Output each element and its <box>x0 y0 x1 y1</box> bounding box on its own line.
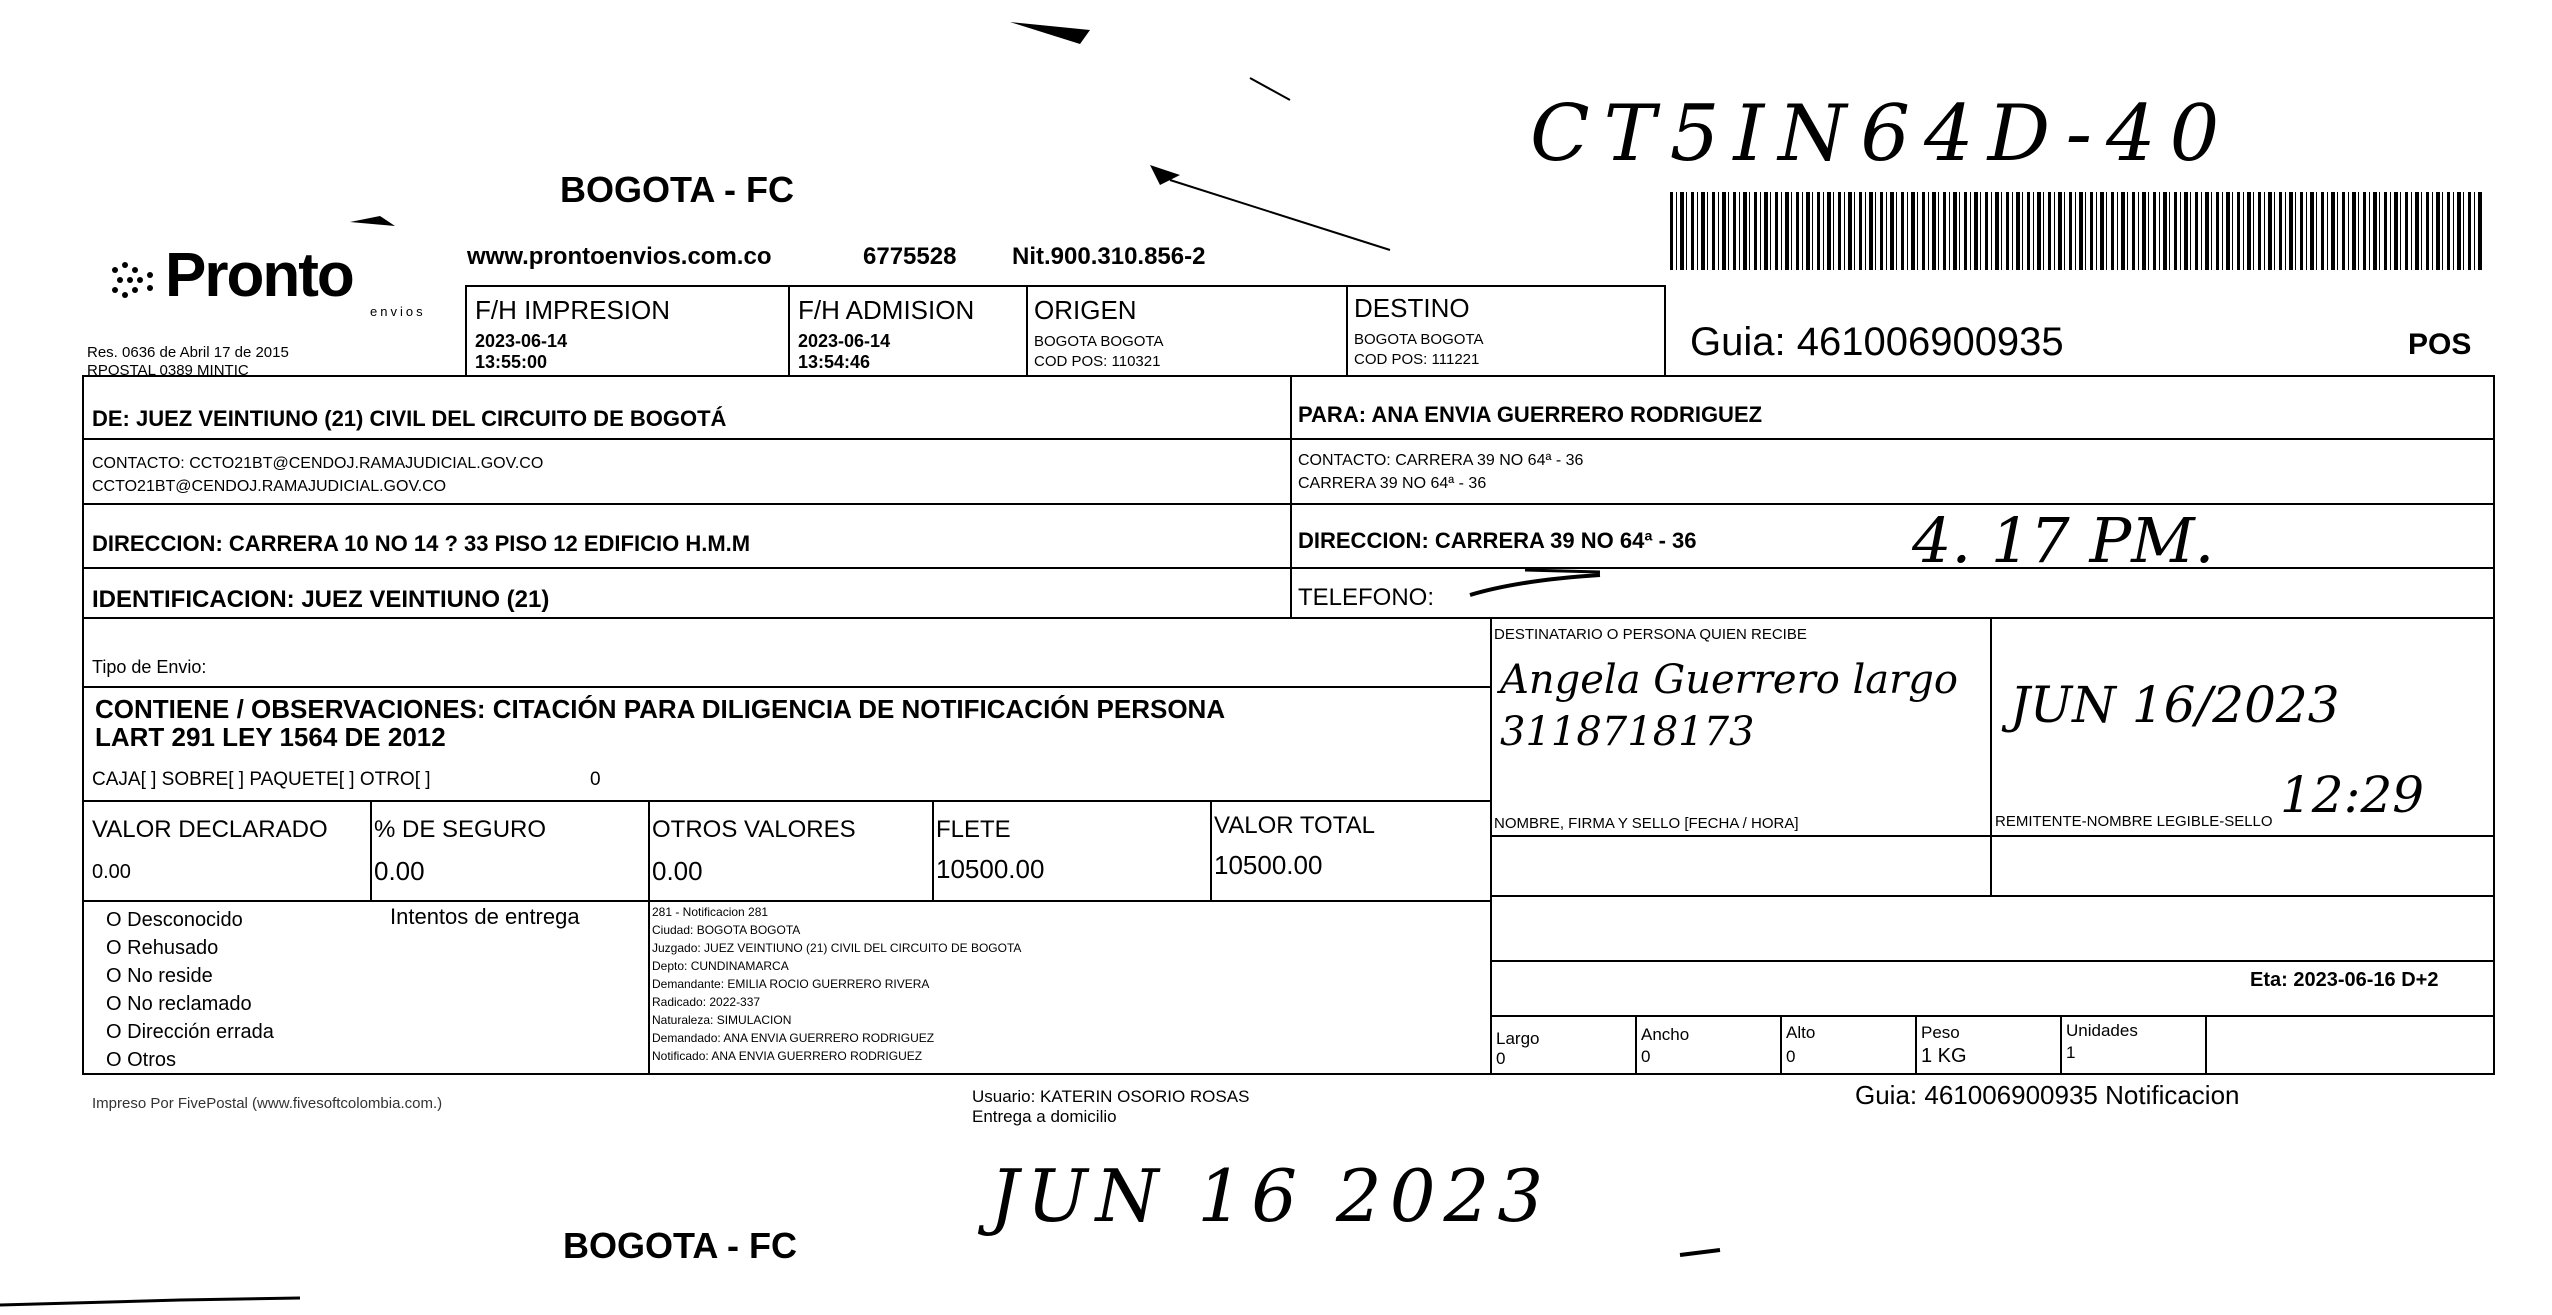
otros-value: 0.00 <box>652 856 703 886</box>
notif-line: Juzgado: JUEZ VEINTIUNO (21) CIVIL DEL CIRCUITO DE BOGOTA <box>652 941 1022 955</box>
recipient-direccion: DIRECCION: CARRERA 39 NO 64ª - 36 <box>1298 528 1697 553</box>
handwritten-time: 4. 17 PM. <box>1912 504 2215 577</box>
city-bottom: BOGOTA - FC <box>563 1225 797 1266</box>
destino-label: DESTINO <box>1354 293 1470 323</box>
origen-city: BOGOTA BOGOTA <box>1034 333 1164 350</box>
pos-label: POS <box>2408 328 2472 361</box>
recipient-contacto-1: CONTACTO: CARRERA 39 NO 64ª - 36 <box>1298 452 1584 469</box>
recipient-telefono: TELEFONO: <box>1298 584 1435 611</box>
receiver-phone-hand: 3118718173 <box>1500 709 1755 755</box>
contiene-line2: LART 291 LEY 1564 DE 2012 <box>95 722 446 752</box>
logo-text: Pronto <box>165 241 353 310</box>
logo-sub: envios <box>370 304 426 319</box>
recipient-para: PARA: ANA ENVIA GUERRERO RODRIGUEZ <box>1298 402 1763 427</box>
notif-line: 281 - Notificacion 281 <box>652 905 769 919</box>
flete-label: FLETE <box>936 816 1011 843</box>
city-top: BOGOTA - FC <box>560 169 794 210</box>
receiver-title: DESTINATARIO O PERSONA QUIEN RECIBE <box>1494 626 1807 643</box>
flete-value: 10500.00 <box>936 854 1045 884</box>
footer-impreso: Impreso Por FivePostal (www.fivesoftcolombia.com.) <box>92 1095 443 1112</box>
handwritten-code: CT5IN64D-40 <box>1530 89 2234 179</box>
status-option-rehusado[interactable]: O Rehusado <box>106 937 219 959</box>
admision-date: 2023-06-14 <box>798 331 891 351</box>
peso-label: Peso <box>1921 1023 1960 1042</box>
remitente-label: REMITENTE-NOMBRE LEGIBLE-SELLO <box>1995 813 2273 830</box>
otros-label: OTROS VALORES <box>652 816 856 843</box>
receiver-name-hand: Angela Guerrero largo <box>1500 657 1958 703</box>
sender-identificacion: IDENTIFICACION: JUEZ VEINTIUNO (21) <box>92 586 550 613</box>
status-option-direccion-errada[interactable]: O Dirección errada <box>106 1021 274 1043</box>
sender-contacto-2: CCTO21BT@CENDOJ.RAMAJUDICIAL.GOV.CO <box>92 478 447 495</box>
receiver-time-hand: 12:29 <box>2280 766 2425 824</box>
intentos-label: Intentos de entrega <box>390 904 580 929</box>
unidades-label: Unidades <box>2066 1021 2138 1040</box>
recipient-contacto-2: CARRERA 39 NO 64ª - 36 <box>1298 475 1487 492</box>
phone: 6775528 <box>863 243 957 270</box>
status-option-no-reside[interactable]: O No reside <box>106 965 213 987</box>
sender-de: DE: JUEZ VEINTIUNO (21) CIVIL DEL CIRCUITO DE BOGOTÁ <box>92 406 727 431</box>
notif-line: Notificado: ANA ENVIA GUERRERO RODRIGUEZ <box>652 1049 923 1063</box>
status-option-desconocido[interactable]: O Desconocido <box>106 909 243 931</box>
receiver-date-hand: JUN 16/2023 <box>2010 676 2340 734</box>
total-value: 10500.00 <box>1214 850 1323 880</box>
resolution-line1: Res. 0636 de Abril 17 de 2015 <box>87 344 289 361</box>
admision-time: 13:54:46 <box>798 352 871 372</box>
nombre-firma-label: NOMBRE, FIRMA Y SELLO [FECHA / HORA] <box>1494 815 1799 832</box>
alto-value: 0 <box>1786 1047 1796 1066</box>
footer-guia-notificacion: Guia: 461006900935 Notificacion <box>1855 1080 2240 1110</box>
notif-line: Naturaleza: SIMULACION <box>652 1013 792 1027</box>
valor-declarado: 0.00 <box>92 861 131 883</box>
ancho-label: Ancho <box>1641 1025 1690 1044</box>
peso-value: 1 KG <box>1921 1045 1967 1067</box>
alto-label: Alto <box>1786 1023 1816 1042</box>
notif-line: Demandante: EMILIA ROCIO GUERRERO RIVERA <box>652 977 930 991</box>
admision-label: F/H ADMISION <box>798 295 975 325</box>
valor-declarado-label: VALOR DECLARADO <box>92 816 328 843</box>
guia-number: Guia: 461006900935 <box>1690 320 2064 364</box>
impresion-label: F/H IMPRESION <box>475 295 671 325</box>
impresion-time: 13:55:00 <box>475 352 548 372</box>
destino-city: BOGOTA BOGOTA <box>1354 331 1484 348</box>
caja-options: CAJA[ ] SOBRE[ ] PAQUETE[ ] OTRO[ ] <box>92 769 431 790</box>
total-label: VALOR TOTAL <box>1214 812 1375 839</box>
notif-line: Radicado: 2022-337 <box>652 995 761 1009</box>
footer-entrega: Entrega a domicilio <box>972 1107 1117 1126</box>
origen-label: ORIGEN <box>1034 295 1137 325</box>
nit: Nit.900.310.856-2 <box>1012 243 1206 270</box>
largo-label: Largo <box>1496 1029 1540 1048</box>
sender-contacto-1: CONTACTO: CCTO21BT@CENDOJ.RAMAJUDICIAL.GOV.CO <box>92 455 544 472</box>
impresion-date: 2023-06-14 <box>475 331 568 351</box>
status-option-otros[interactable]: O Otros <box>106 1049 177 1071</box>
handwritten-date-bottom: JUN 16 2023 <box>990 1154 1552 1238</box>
footer-usuario: Usuario: KATERIN OSORIO ROSAS <box>972 1087 1250 1106</box>
eta: Eta: 2023-06-16 D+2 <box>2250 969 2439 991</box>
destino-cod: COD POS: 111221 <box>1354 351 1480 368</box>
tipo-envio: Tipo de Envio: <box>92 657 207 677</box>
seguro-value: 0.00 <box>374 856 425 886</box>
unidades-value: 1 <box>2066 1043 2076 1062</box>
origen-cod: COD POS: 110321 <box>1034 353 1161 370</box>
ancho-value: 0 <box>1641 1047 1651 1066</box>
resolution-line2: RPOSTAL 0389 MINTIC <box>87 362 249 379</box>
website: www.prontoenvios.com.co <box>467 243 772 270</box>
contiene-line1: CONTIENE / OBSERVACIONES: CITACIÓN PARA DILIGENCIA DE NOTIFICACIÓN PERSONA <box>95 694 1226 724</box>
largo-value: 0 <box>1496 1049 1506 1068</box>
sender-direccion: DIRECCION: CARRERA 10 NO 14 ? 33 PISO 12 EDIFICIO H.M.M <box>92 531 751 556</box>
notif-line: Demandado: ANA ENVIA GUERRERO RODRIGUEZ <box>652 1031 935 1045</box>
status-option-no-reclamado[interactable]: O No reclamado <box>106 993 252 1015</box>
caja-count: 0 <box>590 769 601 790</box>
notif-line: Depto: CUNDINAMARCA <box>652 959 789 973</box>
notif-line: Ciudad: BOGOTA BOGOTA <box>652 923 801 937</box>
seguro-label: % DE SEGURO <box>374 816 547 843</box>
